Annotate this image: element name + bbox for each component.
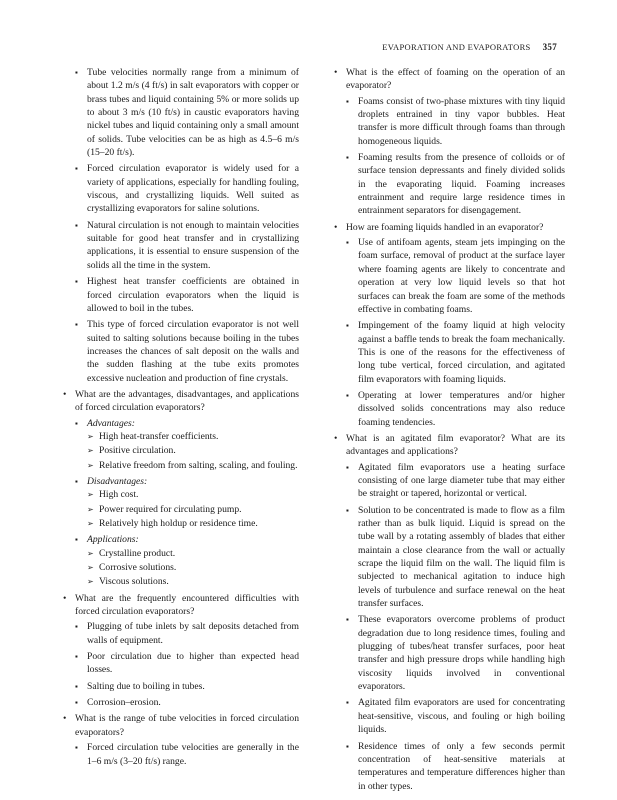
page-number: 357	[542, 42, 557, 52]
list-item: ▪ Impingement of the foamy liquid at high velocity against a baffle tends to break the foam mechanically. This is one of the reasons for the effectiveness of long tube vertical, forced circulation, and agitated film evaporators with foaming liquids.	[346, 319, 565, 386]
list-item: ▪ Forced circulation evaporator is widely used for a variety of applications, especially for handling fouling, viscous, and crystallizing liquids. Well suited as crystallizing evaporators for saline solutions.	[75, 162, 299, 215]
list-item	[75, 533, 299, 588]
list-item: ▪ Solution to be concentrated is made to flow as a film rather than as bulk liquid. Liquid is spread on the tube wall by a rotating assembly of blades that either maintain a close clearance from the wall or actually scrape the liquid film on the wall. The liquid film is subjected to mechanical agitation to induce high levels of turbulence and surface renewal on the heat transfer surfaces.	[346, 504, 565, 611]
disadvantages-label: Disadvantages:	[87, 475, 148, 487]
list-item: ▪ Foams consist of two-phase mixtures with tiny liquid droplets entrained in tiny vapor bubbles. Heat transfer is more difficult through foams than through homogeneous liquids.	[346, 95, 565, 148]
right-column	[332, 66, 565, 796]
applications-label: Applications:	[87, 534, 139, 546]
question-text: • What is the effect of foaming on the operation of an evaporator?	[346, 67, 565, 92]
list-item: ▪ These evaporators overcome problems of product degradation due to long residence times, fouling and plugging of tubes/heat transfer surfaces, poor heat transfer and high pressure drops while handling high viscosity liquids involved in conventional evaporators.	[346, 613, 565, 693]
question-foaming-effect	[332, 66, 565, 218]
question-text: • What is the range of tube velocities in forced circulation evaporators?	[75, 713, 299, 738]
list-item: ➢ Power required for circulating pump.	[87, 503, 299, 516]
list-item: ➢ Corrosive solutions.	[87, 561, 299, 574]
question-velocity-range	[61, 712, 299, 767]
question-agitated-film	[332, 432, 565, 793]
list-item: ▪ Plugging of tube inlets by salt deposits detached from walls of equipment.	[75, 620, 299, 647]
question-text: • How are foaming liquids handled in an evaporator?	[346, 221, 544, 233]
list-item: ▪ Corrosion–erosion.	[75, 696, 299, 709]
list-item: ▪ Poor circulation due to higher than expected head losses.	[75, 650, 299, 677]
list-item: ▪ Foaming results from the presence of colloids or of surface tension depressants and finely divided solids in the evaporating liquid. Foaming increases entrainment and require large residence times in entrainment separators for disengagement.	[346, 151, 565, 218]
list-item: ▪ Agitated film evaporators are used for concentrating heat-sensitive, viscous, and fouling or high boiling liquids.	[346, 696, 565, 736]
list-item: ▪ Natural circulation is not enough to maintain velocities suitable for good heat transfer and in crystallizing applications, it is essential to ensure suspension of the solids all the time in the system.	[75, 219, 299, 272]
advantages-label: Advantages:	[87, 417, 135, 429]
question-text: • What are the frequently encountered difficulties with forced circulation evaporators?	[75, 592, 299, 618]
question-difficulties	[61, 592, 299, 710]
list-item: ▪ Highest heat transfer coefficients are obtained in forced circulation evaporators when the liquid is allowed to boil in the tubes.	[75, 275, 299, 315]
list-item: ▪ Forced circulation tube velocities are generally in the 1–6 m/s (3–20 ft/s) range.	[75, 741, 299, 768]
list-item: ➢ Crystalline product.	[87, 547, 299, 560]
list-item: ▪ Agitated film evaporators use a heating surface consisting of one large diameter tube that may either be straight or tapered, horizontal or vertical.	[346, 461, 565, 501]
running-header	[382, 42, 557, 52]
list-item: ▪ Salting due to boiling in tubes.	[75, 680, 299, 693]
list-item	[75, 475, 299, 530]
question-text: • What is an agitated film evaporator? What are its advantages and applications?	[346, 432, 565, 458]
list-item: ▪ Tube velocities normally range from a minimum of about 1.2 m/s (4 ft/s) in salt evaporators with copper or brass tubes and liquid containing 5% or more solids up to about 3 m/s (10 ft/s) in caustic evaporators having nickel tubes and liquid containing only a small amount of solids. Tube velocities can be as high as 4.5–6 m/s (15–20 ft/s).	[75, 66, 299, 159]
question-text: • What are the advantages, disadvantages, and applications of forced circulation evaporators?	[75, 388, 299, 414]
left-column	[61, 66, 299, 771]
list-item: ➢ Relative freedom from salting, scaling, and fouling.	[87, 459, 299, 472]
question-foaming-handling	[332, 221, 565, 429]
question-advantages	[61, 388, 299, 589]
list-item: ➢ High heat-transfer coefficients.	[87, 430, 299, 443]
list-item: ➢ Viscous solutions.	[87, 575, 299, 588]
list-item: ➢ Positive circulation.	[87, 444, 299, 457]
list-item	[75, 417, 299, 472]
list-item: ▪ This type of forced circulation evaporator is not well suited to salting solutions because boiling in the tubes increases the chances of salt deposit on the walls and the sudden flashing at the tube exits promotes excessive nucleation and production of fine crystals.	[75, 318, 299, 385]
list-item: ▪ Operating at lower temperatures and/or higher dissolved solids concentrations may also reduce foaming tendencies.	[346, 389, 565, 429]
list-item: ▪ Use of antifoam agents, steam jets impinging on the foam surface, removal of product at the surface layer where foaming agents are likely to concentrate and operation at very low liquid levels so that hot surfaces can break the foam are some of the methods effective in combating foams.	[346, 236, 565, 316]
chapter-title: EVAPORATION AND EVAPORATORS	[382, 42, 531, 52]
list-item: ▪ Residence times of only a few seconds permit concentration of heat-sensitive materials at temperatures and temperature differences higher than in other types.	[346, 740, 565, 793]
list-item: ➢ Relatively high holdup or residence time.	[87, 517, 299, 530]
list-item: ➢ High cost.	[87, 488, 299, 501]
